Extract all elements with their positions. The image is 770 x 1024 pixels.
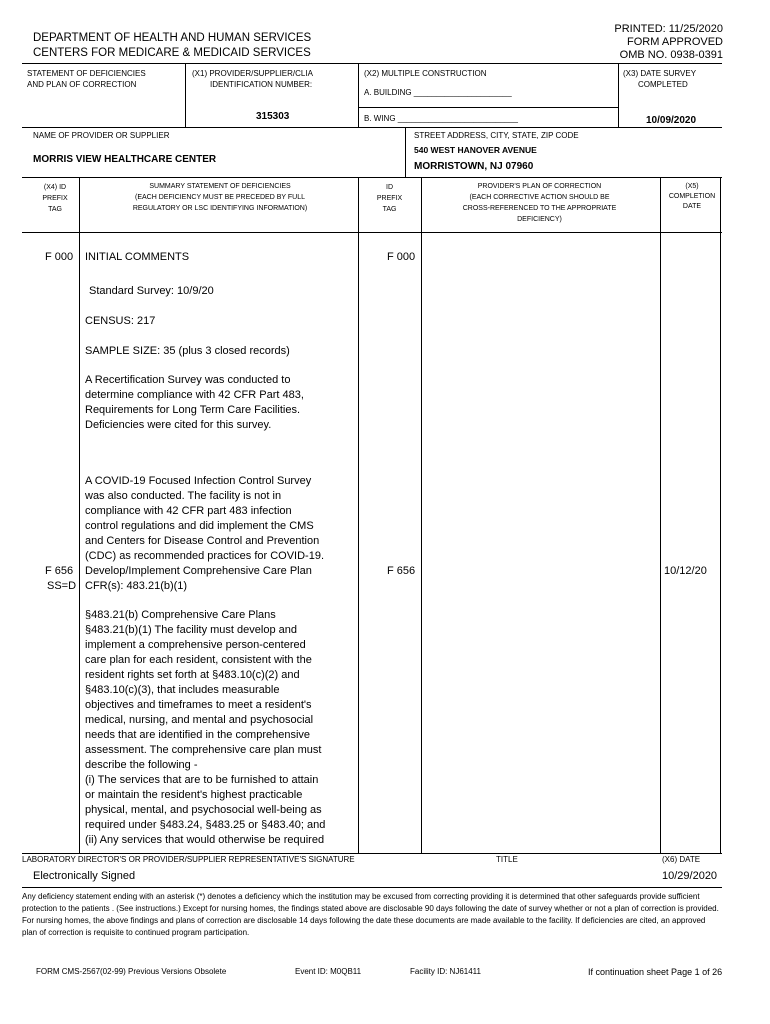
- col-line-4: [660, 177, 661, 853]
- text-line: A COVID-19 Focused Infection Control Survey: [85, 475, 312, 487]
- summary-header-2: (EACH DEFICIENCY MUST BE PRECEDED BY FULL: [135, 194, 305, 201]
- census: CENSUS: 217: [85, 315, 156, 327]
- covid-paragraph: [85, 474, 345, 594]
- plan-header-4: DEFICIENCY): [517, 216, 562, 223]
- text-line: care plan for each resident, consistent with the: [85, 654, 312, 666]
- text-line: compliance with 42 CFR part 483 infection: [85, 505, 292, 517]
- plan-header-2: (EACH CORRECTIVE ACTION SHOULD BE: [469, 194, 610, 201]
- box-top-border: [22, 63, 722, 64]
- agency-line-2: CENTERS FOR MEDICARE & MEDICAID SERVICES: [33, 47, 311, 59]
- address-line-2: MORRISTOWN, NJ 07960: [414, 161, 534, 172]
- provider-id-number: 315303: [256, 111, 290, 122]
- f000-title: INITIAL COMMENTS: [85, 251, 190, 263]
- text-line: objectives and timeframes to meet a resident's: [85, 699, 312, 711]
- text-line: control regulations and did implement the CMS: [85, 520, 314, 532]
- text-line: §483.21(b)(1) The facility must develop and: [85, 624, 297, 636]
- form-number: FORM CMS-2567(02-99) Previous Versions Obsolete: [36, 967, 227, 976]
- f656-title-line-1: Develop/Implement Comprehensive Care Plan: [85, 565, 312, 577]
- x5-header-1: (X5): [685, 183, 699, 190]
- f656-title-line-2: CFR(s): 483.21(b)(1): [85, 580, 188, 592]
- provider-name-label: NAME OF PROVIDER OR SUPPLIER: [33, 131, 170, 140]
- col-line-1: [79, 177, 80, 853]
- text-line: implement a comprehensive person-centered: [85, 639, 306, 651]
- standard-survey: Standard Survey: 10/9/20: [89, 285, 214, 297]
- col-line-3: [421, 177, 422, 853]
- provider-name: MORRIS VIEW HEALTHCARE CENTER: [33, 154, 217, 165]
- building-divider: [358, 107, 618, 108]
- id-header-3: TAG: [382, 206, 397, 213]
- x1-label-1: (X1) PROVIDER/SUPPLIER/CLIA: [192, 69, 313, 78]
- text-line: and Centers for Disease Control and Prevention: [85, 535, 320, 547]
- body-bottom-border: [22, 853, 722, 854]
- address-label: STREET ADDRESS, CITY, STATE, ZIP CODE: [414, 131, 579, 140]
- x4-header-1: (X4) ID: [43, 184, 67, 191]
- tag-f000-right: F 000: [387, 251, 416, 263]
- statement-label-1: STATEMENT OF DEFICIENCIES: [27, 69, 146, 78]
- text-line: needs that are identified in the comprehensive: [85, 729, 311, 741]
- plan-header-3: CROSS-REFERENCED TO THE APPROPRIATE: [462, 205, 617, 212]
- id-header-2: PREFIX: [376, 195, 403, 202]
- tag-f656-right: F 656: [387, 565, 416, 577]
- text-line: was also conducted. The facility is not in: [85, 490, 282, 502]
- title-label: TITLE: [496, 855, 518, 864]
- continuation-page: If continuation sheet Page 1 of 26: [588, 967, 723, 977]
- columns-bottom-border: [22, 232, 722, 233]
- text-line: A Recertification Survey was conducted to: [85, 374, 291, 386]
- text-line: assessment. The comprehensive care plan must: [85, 744, 322, 756]
- plan-header-1: PROVIDER'S PLAN OF CORRECTION: [477, 183, 602, 190]
- x3-label-1: (X3) DATE SURVEY: [623, 69, 697, 78]
- col-line-2: [358, 177, 359, 853]
- text-line: required under §483.24, §483.25 or §483.40; and: [85, 819, 326, 831]
- tag-f656: F 656: [45, 565, 74, 577]
- agency-line-1: DEPARTMENT OF HEALTH AND HUMAN SERVICES: [33, 32, 312, 44]
- text-line: (ii) Any services that would otherwise be required: [85, 834, 325, 846]
- col-line-5: [720, 177, 721, 853]
- box-middle-border: [22, 127, 722, 128]
- disclaimer: Any deficiency statement ending with an asterisk (*) denotes a deficiency which the institution may be excused from correcting providing it is determined that other safeguards provide sufficient protection to the patients . (See instructions.) Except for nursing homes, the findings stated above are disclosable 90 days following the date of survey whether or not a plan of correction is provided. For nursing homes, the above findings and plans of correction are disclosable 14 days following the date these documents are made available to the facility. If deficiencies are cited, an approved plan of correction is requisite to continued program participation.: [22, 892, 719, 937]
- text-line: describe the following -: [85, 759, 198, 771]
- x4-header-3: TAG: [48, 206, 62, 213]
- printed-date: PRINTED: 11/25/2020: [614, 23, 723, 35]
- text-line: Requirements for Long Term Care Facilities.: [85, 404, 300, 416]
- x6-date-label: (X6) DATE: [662, 855, 701, 864]
- box-divider-2: [358, 63, 359, 127]
- box-divider-3: [618, 63, 619, 127]
- statement-label-2: AND PLAN OF CORRECTION: [27, 80, 137, 89]
- text-line: §483.21(b) Comprehensive Care Plans: [85, 609, 276, 621]
- tag-ss-d: SS=D: [47, 580, 77, 592]
- text-line: resident rights set forth at §483.10(c)(2) and: [85, 669, 300, 681]
- text-line: or maintain the resident's highest practicable: [85, 789, 303, 801]
- text-line: physical, mental, and psychosocial well-being as: [85, 804, 322, 816]
- summary-header-1: SUMMARY STATEMENT OF DEFICIENCIES: [149, 183, 291, 190]
- building-label: A. BUILDING ______________________: [364, 88, 512, 97]
- box-divider-1: [185, 63, 186, 127]
- f656-paragraph: [85, 608, 345, 848]
- f656-completion-date: 10/12/20: [664, 565, 707, 577]
- survey-completed-date: 10/09/2020: [646, 115, 697, 126]
- text-line: Deficiencies were cited for this survey.: [85, 419, 272, 431]
- recert-paragraph: [85, 373, 345, 433]
- id-header-1: ID: [386, 184, 393, 191]
- signature-label: LABORATORY DIRECTOR'S OR PROVIDER/SUPPLIER REPRESENTATIVE'S SIGNATURE: [22, 855, 355, 864]
- x5-header-2: COMPLETION: [668, 193, 716, 200]
- tag-f000: F 000: [45, 251, 74, 263]
- text-line: determine compliance with 42 CFR Part 483,: [85, 389, 304, 401]
- summary-header-3: REGULATORY OR LSC IDENTIFYING INFORMATION): [132, 205, 308, 212]
- signature-date: 10/29/2020: [662, 870, 718, 882]
- form-approved: FORM APPROVED: [627, 36, 723, 48]
- x5-header-3: DATE: [682, 203, 702, 210]
- address-line-1: 540 WEST HANOVER AVENUE: [414, 145, 537, 155]
- x1-label-2: IDENTIFICATION NUMBER:: [210, 80, 313, 89]
- text-line: medical, nursing, and mental and psychosocial: [85, 714, 314, 726]
- text-line: §483.10(c)(3), that includes measurable: [85, 684, 280, 696]
- signature-value: Electronically Signed: [33, 870, 136, 882]
- wing-label: B. WING ___________________________: [364, 114, 518, 123]
- text-line: (i) The services that are to be furnished to attain: [85, 774, 319, 786]
- x3-label-2: COMPLETED: [638, 80, 688, 89]
- text-line: (CDC) as recommended practices for COVID-19.: [85, 550, 325, 562]
- event-id: Event ID: M0QB11: [295, 967, 362, 976]
- x2-label: (X2) MULTIPLE CONSTRUCTION: [364, 69, 487, 78]
- x4-header-2: PREFIX: [42, 195, 68, 202]
- box-divider-4: [405, 127, 406, 177]
- facility-id: Facility ID: NJ61411: [410, 967, 481, 976]
- signature-bottom-border: [22, 887, 722, 888]
- columns-top-border: [22, 177, 722, 178]
- sample-size: SAMPLE SIZE: 35 (plus 3 closed records): [85, 345, 290, 357]
- omb-number: OMB NO. 0938-0391: [619, 49, 723, 61]
